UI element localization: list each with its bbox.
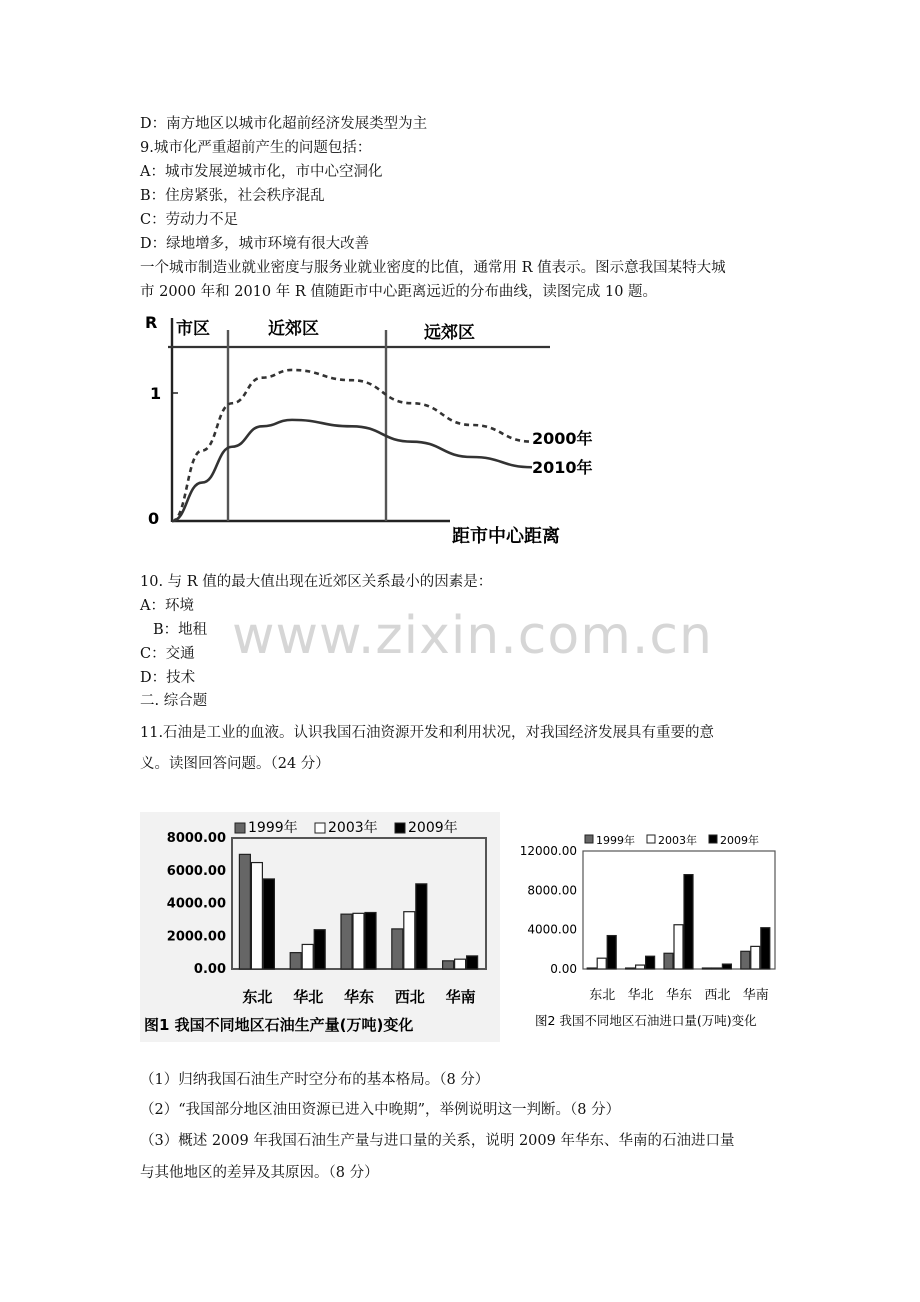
bar [587, 968, 596, 969]
bar [239, 854, 250, 969]
y-axis-label: R [145, 313, 158, 332]
zone-far-suburb: 远郊区 [424, 323, 475, 343]
category-label: 华南 [742, 988, 769, 1003]
legend-label: 2003年 [658, 834, 697, 847]
r-value-chart [140, 310, 610, 550]
bar [443, 961, 454, 969]
category-label: 华南 [445, 988, 476, 1006]
question-9: 9.城市化严重超前产生的问题包括： [140, 140, 372, 156]
sub-question-3: （3）概述 2009 年我国石油生产量与进口量的关系，说明 2009 年华东、华南的石油进口量 [140, 1133, 735, 1149]
option-a-q9: A：城市发展逆城市化，市中心空洞化 [140, 164, 383, 180]
bar [467, 956, 478, 969]
y-tick-label: 8000.00 [166, 831, 226, 846]
y-tick-label: 8000.00 [527, 883, 577, 898]
category-label: 华东 [665, 988, 693, 1003]
passage-r-value-cont: 市 2000 年和 2010 年 R 值随距市中心距离远近的分布曲线，读图完成 10 题。 [140, 284, 658, 300]
sub-question-1: （1）归纳我国石油生产时空分布的基本格局。（8 分） [140, 1072, 490, 1088]
bar [314, 930, 325, 969]
option-d-q9: D：绿地增多，城市环境有很大改善 [140, 236, 370, 252]
legend-label: 2009年 [408, 820, 458, 836]
option-c-q10: C：交通 [140, 646, 195, 662]
section-heading: 二. 综合题 [140, 693, 208, 709]
legend-swatch [315, 823, 325, 833]
bar [455, 959, 466, 969]
category-label: 华东 [343, 988, 375, 1006]
option-b-q9: B：住房紧张，社会秩序混乱 [140, 188, 325, 204]
zone-urban: 市区 [176, 319, 210, 339]
legend-swatch [395, 823, 405, 833]
y-tick-label: 4000.00 [166, 896, 226, 912]
series-2010-line [172, 420, 532, 521]
chart-caption: 图2 我国不同地区石油进口量(万吨)变化 [535, 1013, 757, 1028]
bar [664, 953, 673, 969]
bar [712, 968, 721, 969]
watermark: www.zixin.com.cn [232, 606, 713, 666]
category-label: 华北 [293, 988, 324, 1006]
bar [761, 928, 770, 969]
bar [626, 968, 635, 969]
r-chart-frame [168, 318, 550, 522]
series-2010-label: 2010年 [532, 458, 593, 477]
zone-near-suburb: 近郊区 [268, 319, 319, 339]
bar [404, 912, 415, 969]
bar [263, 879, 274, 969]
sub-question-2: （2）“我国部分地区油田资源已进入中晚期”，举例说明这一判断。（8 分） [140, 1102, 621, 1118]
category-label: 东北 [242, 988, 273, 1006]
option-b-q10: B：地租 [153, 622, 208, 638]
bar [597, 958, 606, 969]
x-axis-label: 距市中心距离 [452, 526, 560, 547]
legend-label: 1999年 [596, 834, 635, 847]
bar [302, 944, 313, 969]
passage-r-value: 一个城市制造业就业密度与服务业就业密度的比值，通常用 R 值表示。图示意我国某特大城 [140, 260, 726, 276]
y-tick-label: 12000.00 [519, 844, 577, 858]
option-c-q9: C：劳动力不足 [140, 212, 239, 228]
bar [290, 953, 301, 969]
question-11-cont: 义。读图回答问题。（24 分） [140, 756, 330, 772]
y-tick-label: 0.00 [193, 962, 226, 977]
chart-caption: 图1 我国不同地区石油生产量(万吨)变化 [144, 1016, 414, 1034]
bar [251, 863, 262, 969]
ytick-0: 0 [148, 509, 160, 528]
bar [722, 964, 731, 969]
bar [341, 914, 352, 969]
category-label: 华北 [627, 988, 654, 1003]
option-d-q8: D：南方地区以城市化超前经济发展类型为主 [140, 116, 428, 132]
option-a-q10: A：环境 [140, 598, 194, 614]
legend-label: 2003年 [328, 820, 378, 836]
legend-swatch [709, 835, 717, 843]
question-10: 10. 与 R 值的最大值出现在近郊区关系最小的因素是： [140, 574, 493, 590]
legend-swatch [585, 835, 593, 843]
y-tick-label: 0.00 [550, 962, 577, 976]
bar [751, 946, 760, 969]
bar [416, 884, 427, 969]
category-label: 东北 [589, 988, 616, 1003]
bar [646, 956, 655, 969]
bar [702, 968, 711, 969]
bar [353, 913, 364, 969]
bar [741, 951, 750, 969]
y-tick-label: 6000.00 [166, 863, 226, 879]
ytick-1: 1 [150, 384, 162, 403]
bar [365, 913, 376, 969]
bar [684, 875, 693, 969]
category-label: 西北 [704, 988, 731, 1003]
series-2000-label: 2000年 [532, 429, 593, 448]
y-tick-label: 4000.00 [527, 922, 577, 937]
production-bar-chart [140, 812, 500, 1042]
legend-label: 1999年 [248, 820, 298, 836]
category-label: 西北 [394, 988, 425, 1006]
bar [607, 936, 616, 969]
sub-question-3-cont: 与其他地区的差异及其原因。（8 分） [140, 1165, 379, 1181]
question-11: 11.石油是工业的血液。认识我国石油资源开发和利用状况，对我国经济发展具有重要的意 [140, 725, 715, 741]
bar [674, 925, 683, 969]
legend-label: 2009年 [720, 834, 759, 847]
series-2000-line [172, 370, 532, 521]
bar [392, 929, 403, 969]
legend-swatch [647, 835, 655, 843]
import-bar-chart [505, 815, 785, 1040]
option-d-q10: D：技术 [140, 670, 196, 686]
y-tick-label: 2000.00 [166, 929, 226, 945]
legend-swatch [235, 823, 245, 833]
bar [636, 965, 645, 969]
